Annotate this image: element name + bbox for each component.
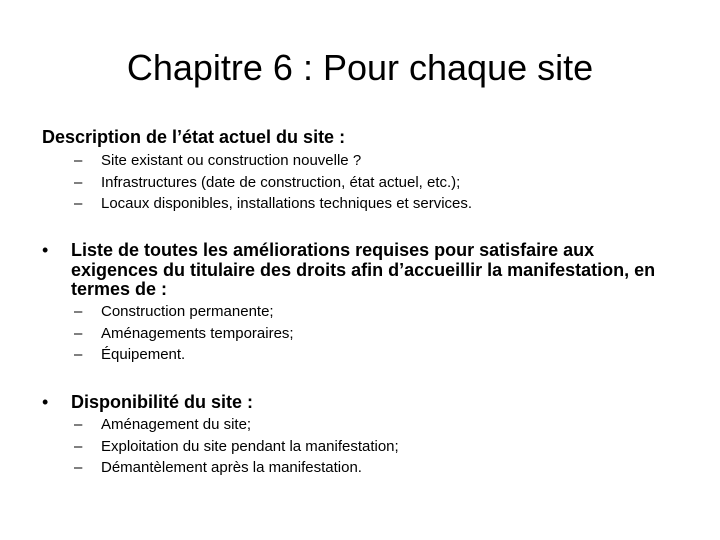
list-item	[74, 193, 472, 215]
list-item	[74, 414, 399, 436]
list-item-text: Locaux disponibles, installations techniques et services.	[101, 195, 473, 212]
list-item-text: Site existant ou construction nouvelle ?	[101, 152, 362, 169]
list-item-text: Démantèlement après la manifestation.	[101, 459, 362, 476]
dash-bullet: –	[74, 459, 83, 476]
dash-bullet: –	[74, 416, 83, 433]
dash-bullet: –	[74, 195, 83, 212]
slide-title: Chapitre 6 : Pour chaque site	[126, 47, 594, 88]
bullet-dot: •	[42, 240, 49, 260]
section-improvements-heading: Liste de toutes les améliorations requises pour satisfaire aux exigences du titulaire des droits afin d’accueillir la manifestation, en termes de :	[71, 240, 656, 299]
list-item	[74, 457, 399, 479]
bullet-dot: •	[42, 392, 49, 412]
list-item	[74, 301, 294, 323]
dash-bullet: –	[74, 152, 83, 169]
section-improvements-list	[74, 301, 294, 366]
list-item-text: Aménagements temporaires;	[101, 324, 294, 342]
dash-bullet: –	[74, 324, 83, 342]
list-item-text: Construction permanente;	[101, 303, 274, 320]
list-item-text: Aménagement du site;	[101, 416, 252, 433]
dash-bullet: –	[74, 437, 83, 455]
dash-bullet: –	[74, 173, 83, 191]
dash-bullet: –	[74, 303, 83, 320]
list-item	[74, 172, 472, 194]
dash-bullet: –	[74, 346, 83, 363]
list-item-text: Infrastructures (date de construction, état actuel, etc.);	[101, 173, 461, 191]
list-item	[74, 150, 472, 172]
list-item-text: Exploitation du site pendant la manifestation;	[101, 437, 399, 455]
section-description-list	[74, 150, 472, 215]
section-availability-heading: Disponibilité du site :	[71, 392, 254, 412]
section-description-heading: Description de l’état actuel du site :	[42, 127, 346, 147]
list-item	[74, 323, 294, 345]
list-item	[74, 344, 294, 366]
list-item	[74, 436, 399, 458]
section-availability-list	[74, 414, 399, 479]
list-item-text: Équipement.	[101, 346, 186, 363]
